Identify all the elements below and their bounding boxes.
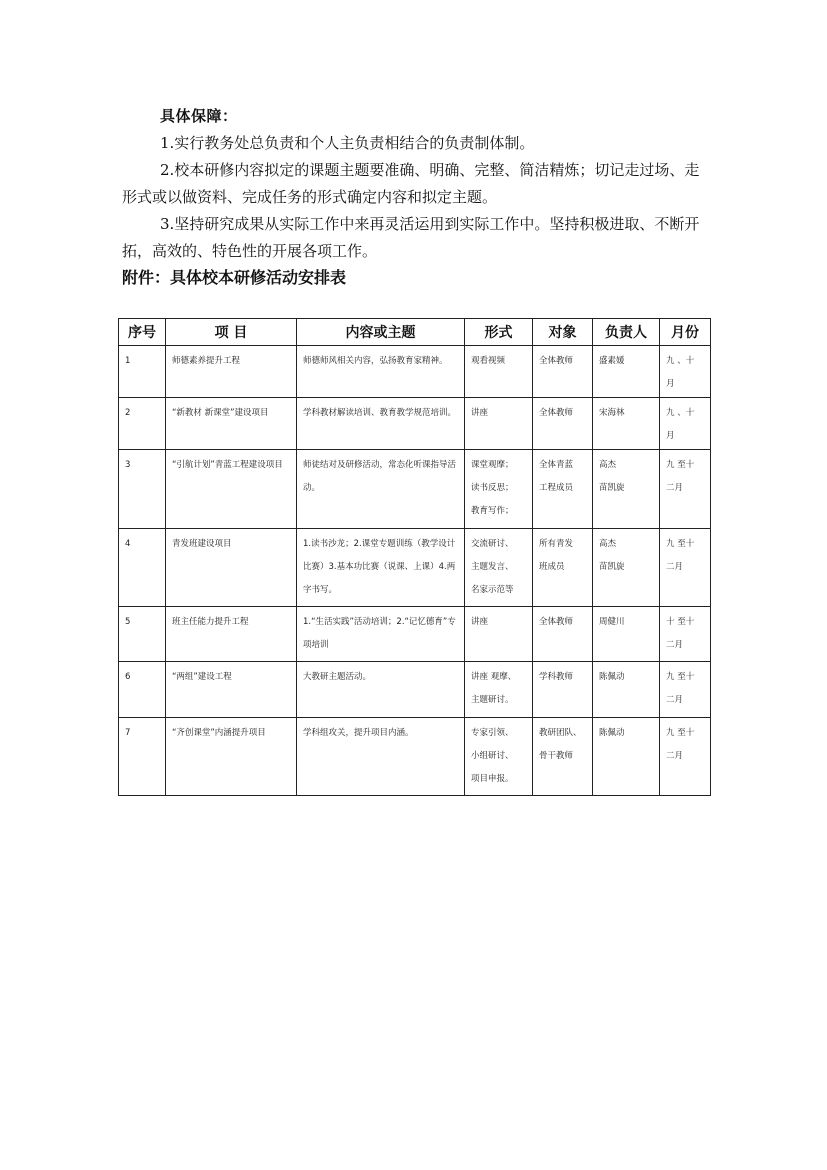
table-row — [119, 346, 711, 398]
header-owner: 负责人 — [593, 319, 660, 346]
cell-target: 全体教师 — [533, 607, 593, 662]
cell-month: 九 至十 二月 — [660, 718, 711, 796]
cell-form: 讲座 观摩、 主题研讨。 — [465, 662, 533, 718]
cell-target: 学科教师 — [533, 662, 593, 718]
cell-project: “引航计划”青蓝工程建设项目 — [166, 450, 297, 529]
cell-content: 1.“生活实践”活动培训；2.“记忆德育”专项培训 — [297, 607, 465, 662]
attachment-title: 附件：具体校本研修活动安排表 — [122, 268, 347, 287]
table-row — [119, 450, 711, 529]
cell-month: 十 至十 二月 — [660, 607, 711, 662]
cell-month: 九 至十 二月 — [660, 450, 711, 529]
cell-target: 全体教师 — [533, 398, 593, 450]
paragraph-2: 2.校本研修内容拟定的课题主题要准确、明确、完整、简洁精炼；切记走过场、走形式或以做资料、完成任务的形式确定内容和拟定主题。 — [122, 161, 700, 206]
table-row — [119, 662, 711, 718]
cell-index: 3 — [119, 450, 166, 529]
cell-form: 专家引领、 小组研讨、 项目申报。 — [465, 718, 533, 796]
cell-owner: 陈佩动 — [593, 662, 660, 718]
cell-month: 九 、十 月 — [660, 346, 711, 398]
cell-owner: 高杰 苗凯旋 — [593, 529, 660, 607]
cell-form: 讲座 — [465, 398, 533, 450]
cell-index: 5 — [119, 607, 166, 662]
cell-index: 6 — [119, 662, 166, 718]
cell-project: “新教材 新课堂”建设项目 — [166, 398, 297, 450]
activity-schedule-table — [118, 318, 711, 796]
cell-month: 九 、十 月 — [660, 398, 711, 450]
paragraph-1: 1.实行教务处总负责和个人主负责相结合的负责制体制。 — [160, 134, 535, 152]
cell-form: 交流研讨、 主题发言、 名家示范等 — [465, 529, 533, 607]
cell-form: 课堂观摩； 读书反思； 教育写作； — [465, 450, 533, 529]
cell-month: 九 至十 二月 — [660, 529, 711, 607]
header-index: 序号 — [119, 319, 166, 346]
table-header-row — [119, 319, 711, 346]
cell-index: 1 — [119, 346, 166, 398]
header-month: 月份 — [660, 319, 711, 346]
header-content: 内容或主题 — [297, 319, 465, 346]
cell-owner: 盛素媛 — [593, 346, 660, 398]
cell-index: 4 — [119, 529, 166, 607]
cell-content: 大教研主题活动。 — [297, 662, 465, 718]
cell-project: “齐创课堂”内涵提升项目 — [166, 718, 297, 796]
cell-index: 2 — [119, 398, 166, 450]
cell-target: 所有青发 班成员 — [533, 529, 593, 607]
table-row — [119, 718, 711, 796]
cell-index: 7 — [119, 718, 166, 796]
cell-content: 师德师风相关内容，弘扬教育家精神。 — [297, 346, 465, 398]
cell-project: 师德素养提升工程 — [166, 346, 297, 398]
section-heading: 具体保障： — [160, 107, 238, 125]
cell-month: 九 至十 二月 — [660, 662, 711, 718]
cell-project: “两组”建设工程 — [166, 662, 297, 718]
header-target: 对象 — [533, 319, 593, 346]
cell-target: 全体青蓝 工程成员 — [533, 450, 593, 529]
cell-owner: 周健川 — [593, 607, 660, 662]
cell-content: 学科组攻关，提升项目内涵。 — [297, 718, 465, 796]
cell-owner: 宋海林 — [593, 398, 660, 450]
table-row — [119, 607, 711, 662]
cell-project: 班主任能力提升工程 — [166, 607, 297, 662]
cell-content: 1.读书沙龙；2.课堂专题训练（教学设计比赛）3.基本功比赛（说课、上课）4.两字书写。 — [297, 529, 465, 607]
cell-target: 教研团队、 骨干教师 — [533, 718, 593, 796]
cell-form: 观看视频 — [465, 346, 533, 398]
cell-project: 青发班建设项目 — [166, 529, 297, 607]
cell-owner: 陈佩动 — [593, 718, 660, 796]
cell-target: 全体教师 — [533, 346, 593, 398]
header-form: 形式 — [465, 319, 533, 346]
cell-content: 师徒结对及研修活动，常态化听课指导活动。 — [297, 450, 465, 529]
paragraph-3: 3.坚持研究成果从实际工作中来再灵活运用到实际工作中。坚持积极进取、不断开拓，高效的、特色性的开展各项工作。 — [122, 215, 700, 260]
header-project: 项 目 — [166, 319, 297, 346]
cell-owner: 高杰 苗凯旋 — [593, 450, 660, 529]
table-row — [119, 529, 711, 607]
cell-form: 讲座 — [465, 607, 533, 662]
table-row — [119, 398, 711, 450]
cell-content: 学科教材解读培训、教育教学规范培训。 — [297, 398, 465, 450]
